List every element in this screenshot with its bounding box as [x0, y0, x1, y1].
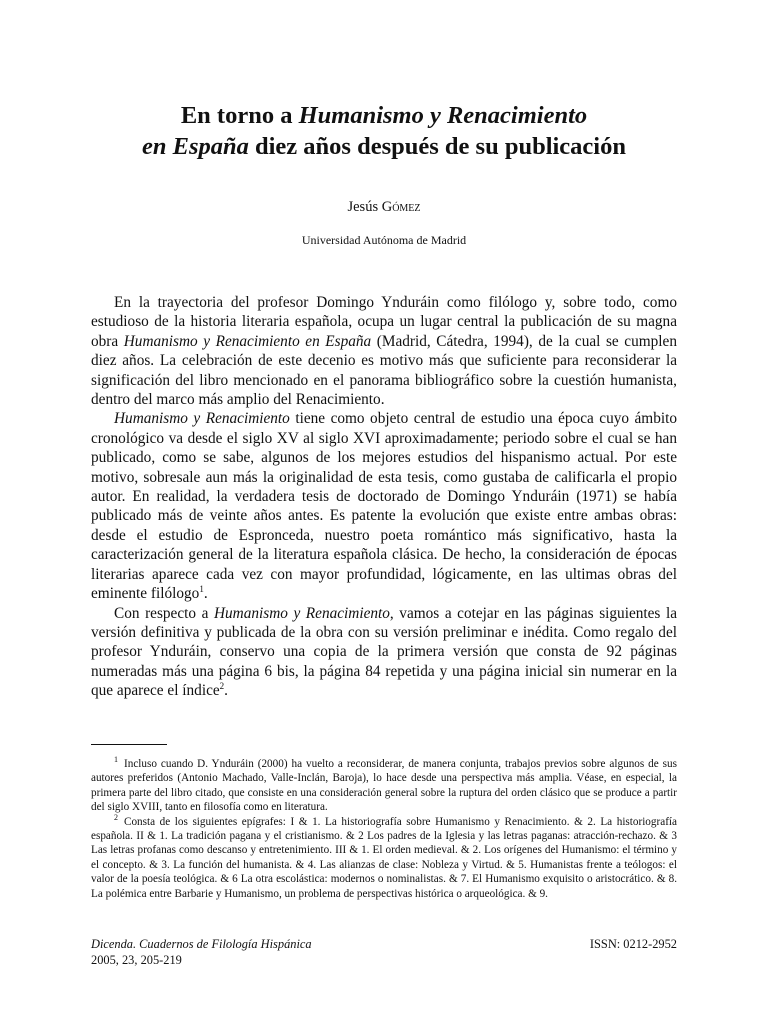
- paragraph-2: Humanismo y Renacimiento tiene como objeto central de estudio una época cuyo ámbito cronológico va desde el siglo XV al siglo XVI aproximadamente; periodo sobre el cual se han publicado, como se sabe, algunos de los mejores estudios del hispanismo actual. Por este motivo, sobresale aun más la originalidad de esta tesis, como gustaba de calificarla el propio autor. En realidad, la verdadera tesis de doctorado de Domingo Ynduráin (1971) se había publicado más de veinte años antes. Es patente la evolución que existe entre ambas obras: desde el estudio de Espronceda, nuestro poeta romántico más significativo, hasta la caracterización general de la literatura española clásica. De hecho, la consideración de épocas literarias aparece cada vez con mayor profundidad, lógicamente, en las ultimas obras del eminente filólogo$^1$.: [91, 410, 677, 603]
- footnote-divider: [91, 744, 167, 745]
- journal-issn: ISSN: 0212-2952: [589, 937, 677, 951]
- title-line-2: en España diez años después de su publicación: [141, 133, 626, 160]
- author-surname: Gómez: [381, 199, 421, 215]
- article-body: [91, 293, 677, 701]
- paragraph-1: En la trayectoria del profesor Domingo Ynduráin como filólogo y, sobre todo, como estudioso de la historia literaria española, ocupa un lugar central la publicación de su magna obra Humanismo y Renacimiento en España (Madrid, Cátedra, 1994), de la cual se cumplen diez años. La celebración de este decenio es motivo más que suficiente para reconsiderar la significación del libro mencionado en el panorama bibliográfico sobre la cuestión humanista, dentro del marco más amplio del Renacimiento.: [91, 294, 677, 409]
- journal-name: Dicenda. Cuadernos de Filología Hispánica: [91, 937, 312, 951]
- footnote-1: $^1$ Incluso cuando D. Ynduráin (2000) ha vuelto a reconsiderar, de manera conjunta, trabajos previos sobre algunos de sus autores preferidos (Antonio Machado, Valle-Inclán, Baroja), lo hace desde una perspectiva más amplia. Véase, en especial, la primera parte del libro citado, que consiste en una consideración general sobre la ruptura del orden clásico que se produce a partir del siglo XVIII, tanto en filosofía como en literatura.: [91, 755, 677, 814]
- title-line-1: En torno a Humanismo y Renacimiento: [180, 102, 588, 129]
- paragraph-3: Con respecto a Humanismo y Renacimiento, vamos a cotejar en las páginas siguientes la versión definitiva y publicada de la obra con su versión preliminar e inédita. Como regalo del profesor Ynduráin, conservo una copia de la primera versión que consta de 92 páginas numeradas más una página 6 bis, la página 84 repetida y una página inicial sin numerar en la que aparece el índice$^2$.: [91, 604, 677, 700]
- title-italic-work: Humanismo y Renacimiento: [298, 102, 588, 129]
- article-title: [91, 100, 677, 162]
- footnote-ref-2[interactable]: 2: [219, 681, 225, 692]
- author-affiliation: Universidad Autónoma de Madrid: [301, 233, 467, 247]
- title-italic-place: en España: [141, 133, 249, 160]
- footnotes: [91, 757, 677, 901]
- footnote-ref-1[interactable]: 1: [199, 584, 204, 594]
- journal-volume: 2005, 23, 205-219: [91, 953, 182, 967]
- footnote-2: $^2$ Consta de los siguientes epígrafes: I & 1. La historiografía sobre Humanismo y Renacimiento. & 2. La historiografía española. II & 1. La tradición pagana y el cristianismo. & 2 Los padres de la Iglesia y las letras paganas: atracción-rechazo. & 3 Las letras profanas como descanso y entretenimiento. III & 1. El orden medieval. & 2. Los orígenes del Humanismo: el término y el concepto. & 3. La función del humanista. & 4. Las alianzas de clase: Nobleza y Virtud. & 5. Humanistas frente a teólogos: el valor de la poesía teológica. & 6 La otra escolástica: modernos o nominalistas. & 7. El Humanismo exquisito o aristocrático. & 8. La polémica entre Barbarie y Humanismo, un problema de perspectivas histórica o arqueológica. & 9.: [91, 812, 677, 900]
- journal-citation: [91, 936, 312, 968]
- author-name: Jesús Gómez: [347, 199, 421, 215]
- document-page: [91, 0, 677, 1024]
